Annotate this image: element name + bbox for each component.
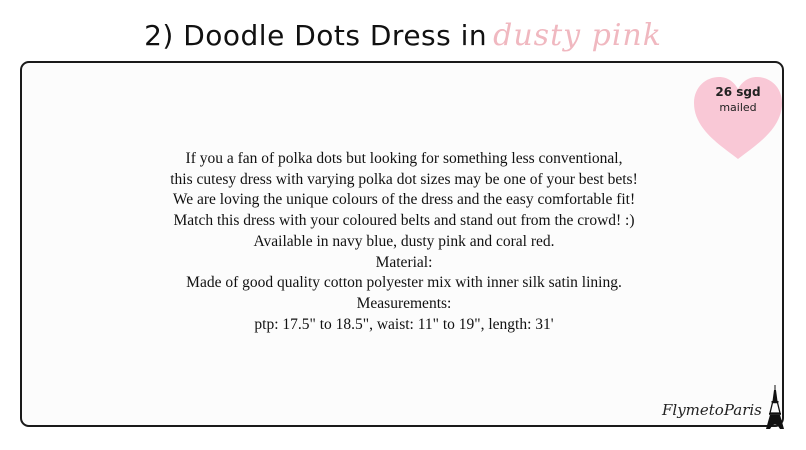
brand-name: FlymetoParis — [662, 401, 762, 419]
description-line: ptp: 17.5" to 18.5", waist: 11" to 19", length: 31' — [254, 315, 554, 333]
price-amount: 26 sgd — [715, 85, 761, 99]
title-main: 2) Doodle Dots Dress in — [144, 19, 488, 52]
description-line: Match this dress with your coloured belts and stand out from the crowd! :) — [173, 212, 635, 230]
description-line: this cutesy dress with varying polka dot sizes may be one of your best bets! — [170, 170, 638, 188]
price-text — [690, 85, 786, 115]
material-heading: Material: — [375, 253, 433, 271]
title-accent: dusty pink — [493, 18, 662, 53]
page-title — [0, 18, 806, 53]
product-card — [20, 61, 784, 427]
brand-logo — [658, 385, 788, 431]
description-line: We are loving the unique colours of the dress and the easy comfortable fit! — [172, 191, 636, 209]
description-line: Available in navy blue, dusty pink and coral red. — [253, 232, 555, 250]
description-line: If you a fan of polka dots but looking for something less conventional, — [185, 150, 623, 167]
price-note: mailed — [719, 101, 757, 114]
product-description — [62, 149, 746, 335]
description-line: Made of good quality cotton polyester mix with inner silk satin lining. — [186, 274, 622, 292]
measurements-heading: Measurements: — [356, 294, 452, 312]
eiffel-tower-icon — [764, 385, 786, 429]
